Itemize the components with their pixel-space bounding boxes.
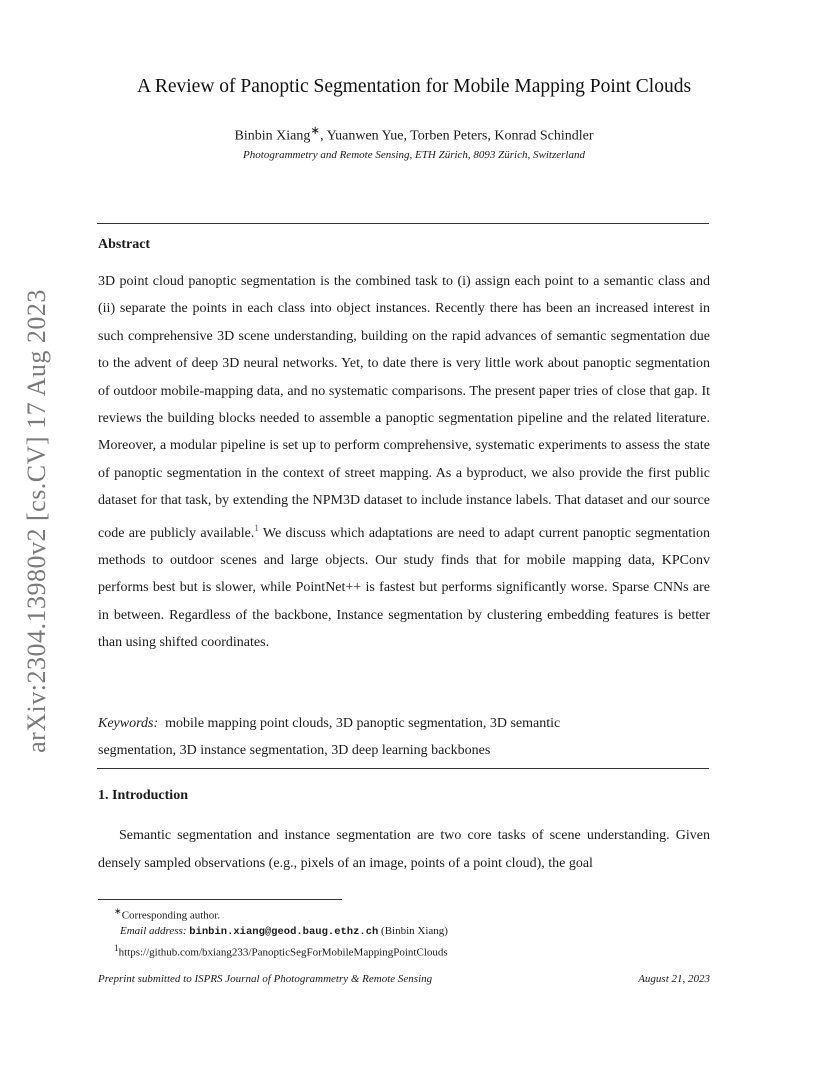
email-name: (Binbin Xiang) [381, 925, 448, 938]
footnote-url [114, 941, 448, 961]
footnote-url-mark: 1 [114, 942, 119, 953]
top-divider [97, 223, 709, 224]
footer-journal: Preprint submitted to ISPRS Journal of Photogrammetry & Remote Sensing [98, 973, 433, 985]
footnote-corresponding-mark: ∗ [114, 906, 122, 916]
footnote-email [114, 924, 448, 941]
keywords-line2: segmentation, 3D instance segmentation, 3D deep learning backbones [98, 743, 491, 758]
email-label: Email address: [120, 925, 187, 938]
introduction-text: Semantic segmentation and instance segmentation are two core tasks of scene understanding. Given densely sampled observations (e.g., pixels of an image, points of a point cloud), the goal [98, 828, 710, 871]
author-rest: , Yuanwen Yue, Torben Peters, Konrad Schindler [320, 128, 594, 144]
author-list [0, 123, 828, 145]
footnote-link[interactable]: 1 [254, 522, 259, 533]
affiliation: Photogrammetry and Remote Sensing, ETH Zürich, 8093 Zürich, Switzerland [243, 149, 585, 161]
keywords-label: Keywords: [98, 716, 159, 731]
section-heading-introduction: 1. Introduction [98, 788, 188, 803]
abstract-text [98, 268, 710, 657]
keywords-line1: mobile mapping point clouds, 3D panoptic segmentation, 3D semantic [165, 716, 561, 731]
arxiv-identifier: arXiv:2304.13980v2 [cs.CV] 17 Aug 2023 [22, 289, 51, 753]
footnote-corresponding [114, 904, 448, 924]
abstract-text-part1: 3D point cloud panoptic segmentation is the combined task to (i) assign each point to a semantic class and (ii) separate the points in each class into object instances. Recently there has been an increased interest in such comprehensive 3D scene understanding, building on the rapid advances of semantic segmentation due to the advent of deep 3D neural networks. Yet, to date there is very little work about panoptic segmentation of outdoor mobile-mapping data, and no systematic comparisons. The present paper tries of close that gap. It reviews the building blocks needed to assemble a panoptic segmentation pipeline and the related literature. Moreover, a modular pipeline is set up to perform comprehensive, systematic experiments to assess the state of panoptic segmentation in the context of street mapping. As a byproduct, we also provide the first public dataset for that task, by extending the NPM3D dataset to include instance labels. That dataset and our source code are publicly available. [98, 274, 710, 541]
corresponding-mark: ∗ [310, 124, 321, 137]
page-footer [98, 973, 710, 985]
repository-link[interactable]: https://github.com/bxiang233/PanopticSegForMobileMappingPointClouds [118, 946, 448, 959]
footer-date: August 21, 2023 [638, 973, 710, 985]
footnote-divider [98, 899, 342, 900]
keywords-divider [97, 768, 709, 769]
keywords-block [98, 710, 710, 764]
footnote-corresponding-text: Corresponding author. [121, 909, 221, 922]
arxiv-sidebar [20, 282, 54, 760]
abstract-heading: Abstract [98, 237, 151, 252]
email-link[interactable]: binbin.xiang@geod.baug.ethz.ch [189, 926, 379, 939]
author-first: Binbin Xiang [234, 128, 311, 144]
footnotes [114, 904, 448, 961]
abstract-text-part2: We discuss which adaptations are need to adapt current panoptic segmentation methods to outdoor scenes and large objects. Our study finds that for mobile mapping data, KPConv performs best but is slower, while PointNet++ is fastest but performs significantly worse. Sparse CNNs are in between. Regardless of the backbone, Instance segmentation by clustering embedding features is better than using shifted coordinates. [98, 525, 710, 651]
paper-title: A Review of Panoptic Segmentation for Mobile Mapping Point Clouds [136, 76, 692, 97]
